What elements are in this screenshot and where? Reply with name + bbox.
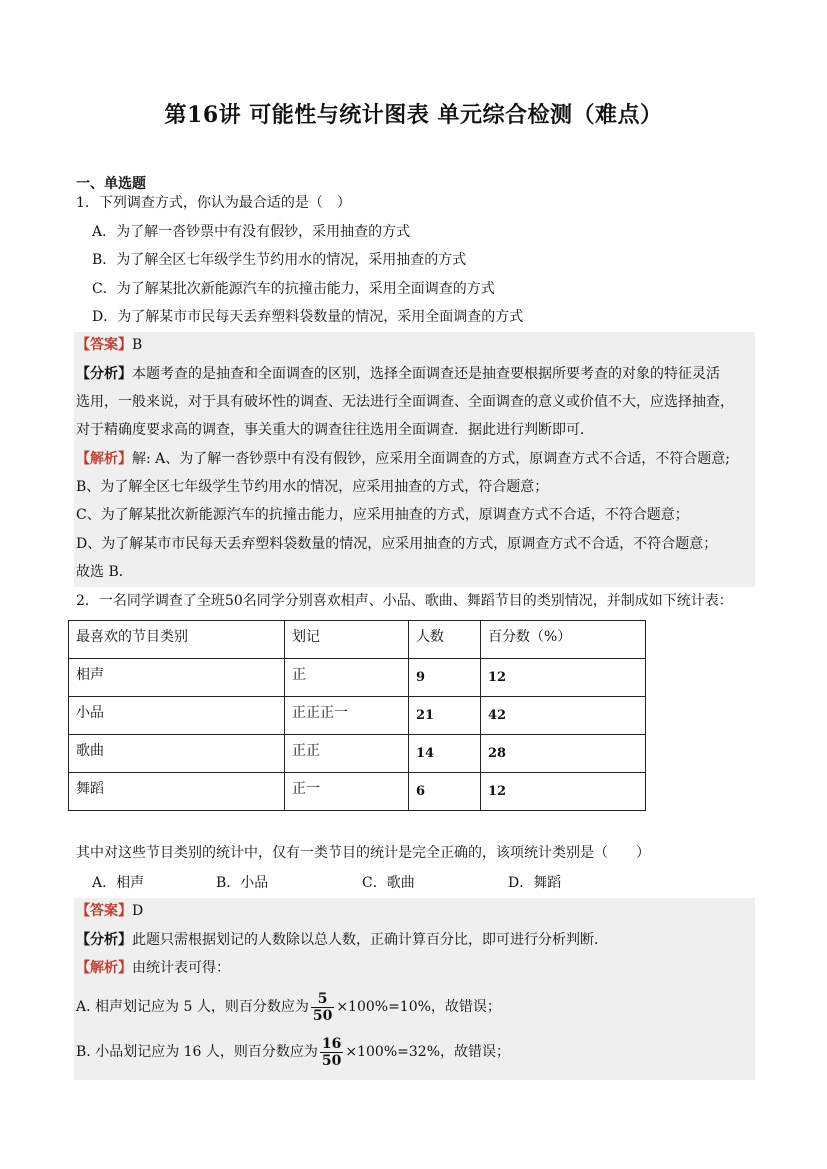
question-1-analysis-line-1: 【分析】本题考查的是抽查和全面调查的区别，选择全面调查还是抽查要根据所要考查的对象的特征灵活 xyxy=(76,366,720,382)
table-cell: 相声 xyxy=(69,659,285,697)
table-header: 百分数（%） xyxy=(481,621,646,659)
table-cell: 42 xyxy=(481,697,646,735)
table-cell: 正正正一 xyxy=(285,697,409,735)
table-row xyxy=(69,697,646,735)
section-heading: 一、单选题 xyxy=(76,176,146,192)
analysis-tag: 【分析】 xyxy=(76,366,132,382)
question-2-question: 其中对这些节目类别的统计中，仅有一类节目的统计是完全正确的，该项统计类别是（ ） xyxy=(76,845,650,861)
question-1-answer xyxy=(76,335,142,355)
answer-value: D xyxy=(132,903,144,919)
table-header: 划记 xyxy=(285,621,409,659)
table-cell: 小品 xyxy=(69,697,285,735)
solution-tag: 【解析】 xyxy=(76,960,132,976)
question-1-solution-line-1: 【解析】解: A、为了解一沓钞票中有没有假钞，应采用全面调查的方式，原调查方式不合适，不符合题意; xyxy=(76,451,730,467)
answer-tag: 【答案】 xyxy=(76,337,132,353)
table-cell: 12 xyxy=(481,773,646,811)
question-1-analysis-line-2: 选用，一般来说，对于具有破坏性的调查、无法进行全面调查、全面调查的意义或价值不大，应选择抽查， xyxy=(76,394,734,410)
question-1-option-b: B．为了解全区七年级学生节约用水的情况，采用抽查的方式 xyxy=(92,252,467,268)
question-1-stem: 1．下列调查方式，你认为最合适的是（ ） xyxy=(76,195,351,211)
table-cell: 9 xyxy=(409,659,481,697)
table-header: 最喜欢的节目类别 xyxy=(69,621,285,659)
statistics-table xyxy=(68,620,646,811)
question-2-solution-b: B. 小品划记应为 16 人，则百分数应为 $\frac{16}{50}$ ×100%=32%，故错误； xyxy=(76,1035,510,1069)
question-1-solution-line-2: B、为了解全区七年级学生节约用水的情况，应采用抽查的方式，符合题意； xyxy=(76,479,549,495)
table-cell: 14 xyxy=(409,735,481,773)
table-cell: 正正 xyxy=(285,735,409,773)
question-1-option-c: C．为了解某批次新能源汽车的抗撞击能力，采用全面调查的方式 xyxy=(92,281,495,297)
question-2-solution-a: A. 相声划记应为 5 人，则百分数应为 $\frac{5}{50}$ ×100%=10%，故错误； xyxy=(76,990,501,1024)
table-row xyxy=(69,659,646,697)
table-cell: 正 xyxy=(285,659,409,697)
answer-tag: 【答案】 xyxy=(76,903,132,919)
table-cell: 12 xyxy=(481,659,646,697)
table-cell: 舞蹈 xyxy=(69,773,285,811)
question-2-solution-intro: 【解析】由统计表可得： xyxy=(76,960,230,976)
question-1-solution-line-5: 故选 B． xyxy=(76,564,133,580)
question-1-solution-line-3: C、为了解某批次新能源汽车的抗撞击能力，应采用抽查的方式，原调查方式不合适，不符合题意； xyxy=(76,507,689,523)
fraction: $\frac{16}{50}$ xyxy=(321,1035,342,1069)
table-cell: 正一 xyxy=(285,773,409,811)
question-1-solution-line-4: D、为了解某市市民每天丢弃塑料袋数量的情况，应采用抽查的方式，原调查方式不合适，不符合题意； xyxy=(76,536,718,552)
question-2-stem: 2．一名同学调查了全班50名同学分别喜欢相声、小品、歌曲、舞蹈节目的类别情况，并制成如下统计表： xyxy=(76,593,733,609)
fraction: $\frac{5}{50}$ xyxy=(312,990,333,1024)
table-row xyxy=(69,773,646,811)
question-2-answer xyxy=(76,901,143,921)
question-2-option-a: A．相声 xyxy=(92,875,145,891)
table-row xyxy=(69,735,646,773)
analysis-tag: 【分析】 xyxy=(76,932,132,948)
question-2-option-b: B．小品 xyxy=(216,875,269,891)
question-1-option-a: A．为了解一沓钞票中有没有假钞，采用抽查的方式 xyxy=(92,224,411,240)
solution-tag: 【解析】 xyxy=(76,451,132,467)
table-cell: 21 xyxy=(409,697,481,735)
answer-value: B xyxy=(132,337,143,353)
page-title: 第16讲 可能性与统计图表 单元综合检测（难点） xyxy=(164,102,663,128)
question-2-analysis: 【分析】此题只需根据划记的人数除以总人数，正确计算百分比，即可进行分析判断． xyxy=(76,932,608,948)
question-1-analysis-line-3: 对于精确度要求高的调查，事关重大的调查往往选用全面调查．据此进行判断即可． xyxy=(76,422,594,438)
question-1-option-d: D．为了解某市市民每天丢弃塑料袋数量的情况，采用全面调查的方式 xyxy=(92,309,524,325)
table-header: 人数 xyxy=(409,621,481,659)
question-2-option-d: D．舞蹈 xyxy=(508,875,562,891)
table-cell: 28 xyxy=(481,735,646,773)
table-header-row xyxy=(69,621,646,659)
table-cell: 歌曲 xyxy=(69,735,285,773)
table-cell: 6 xyxy=(409,773,481,811)
question-2-option-c: C．歌曲 xyxy=(362,875,415,891)
